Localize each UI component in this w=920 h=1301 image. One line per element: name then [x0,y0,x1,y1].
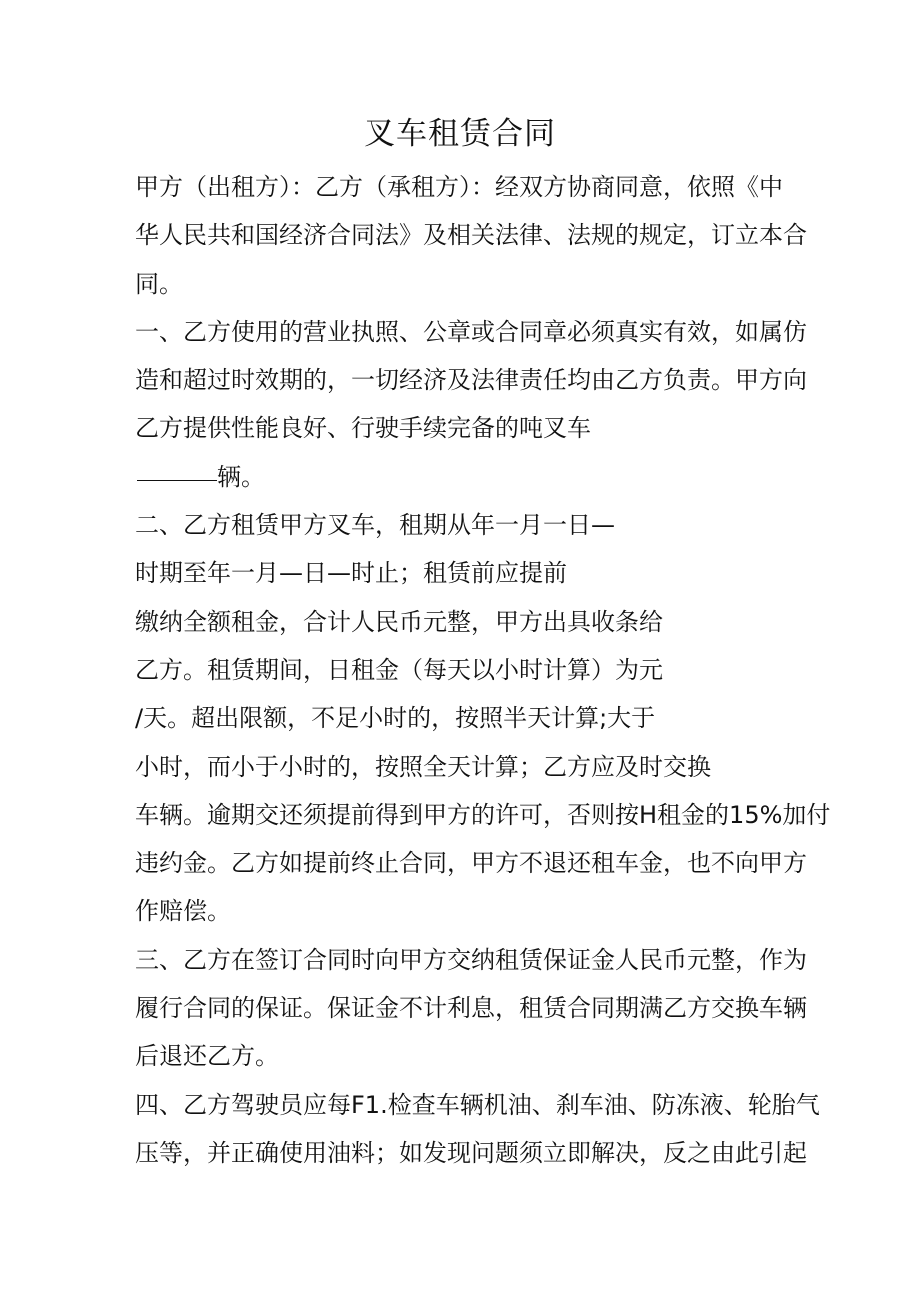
paragraph-line: 车辆。逾期交还须提前得到甲方的许可，否则按H租金的15%加付 [135,800,831,829]
paragraph-line: 履行合同的保证。保证金不计利息，租赁合同期满乙方交换车辆 [135,994,807,1023]
paragraph-line: 二、乙方租赁甲方叉车，租期从年一月一日— [135,511,615,540]
paragraph-line: 乙方。租赁期间，日租金（每天以小时计算）为元 [135,655,663,684]
paragraph-line: 同。 [135,269,183,298]
paragraph-line: 时期至年一月—日—时止；租赁前应提前 [135,559,567,588]
paragraph-line: 三、乙方在签订合同时向甲方交纳租赁保证金人民币元整，作为 [135,945,807,974]
paragraph-line: 后退还乙方。 [135,1042,279,1071]
paragraph-line-text: 辆。 [217,462,265,491]
paragraph-line: 缴纳全额租金，合计人民币元整，甲方出具收条给 [135,607,663,636]
paragraph-line: 华人民共和国经济合同法》及相关法律、法规的规定，订立本合 [135,221,807,250]
fill-in-blank [137,480,217,481]
document-title: 叉车租赁合同 [364,116,556,152]
paragraph-line: 甲方（出租方）：乙方（承租方）：经双方协商同意，依照《中 [135,173,783,201]
paragraph-line: 小时，而小于小时的，按照全天计算；乙方应及时交换 [135,752,711,781]
paragraph-line: 压等，并正确使用油料；如发现问题须立即解决，反之由此引起 [135,1138,807,1167]
paragraph-line: 乙方提供性能良好、行驶手续完备的吨叉车 [135,414,591,443]
paragraph-line: /天。超出限额，不足小时的，按照半天计算;大于 [135,704,656,733]
paragraph-line: 违约金。乙方如提前终止合同，甲方不退还租车金，也不向甲方 [135,849,807,878]
paragraph-line: 四、乙方驾驶员应每F1.检查车辆机油、刹车油、防冻液、轮胎气 [135,1090,820,1119]
contract-body [135,163,831,1177]
paragraph-line: 作赔偿。 [135,897,231,926]
vehicle-count-line [135,453,795,501]
paragraph-line: 一、乙方使用的营业执照、公章或合同章必须真实有效，如属仿 [135,317,807,346]
paragraph-line: 造和超过时效期的，一切经济及法律责任均由乙方负责。甲方向 [135,366,807,395]
